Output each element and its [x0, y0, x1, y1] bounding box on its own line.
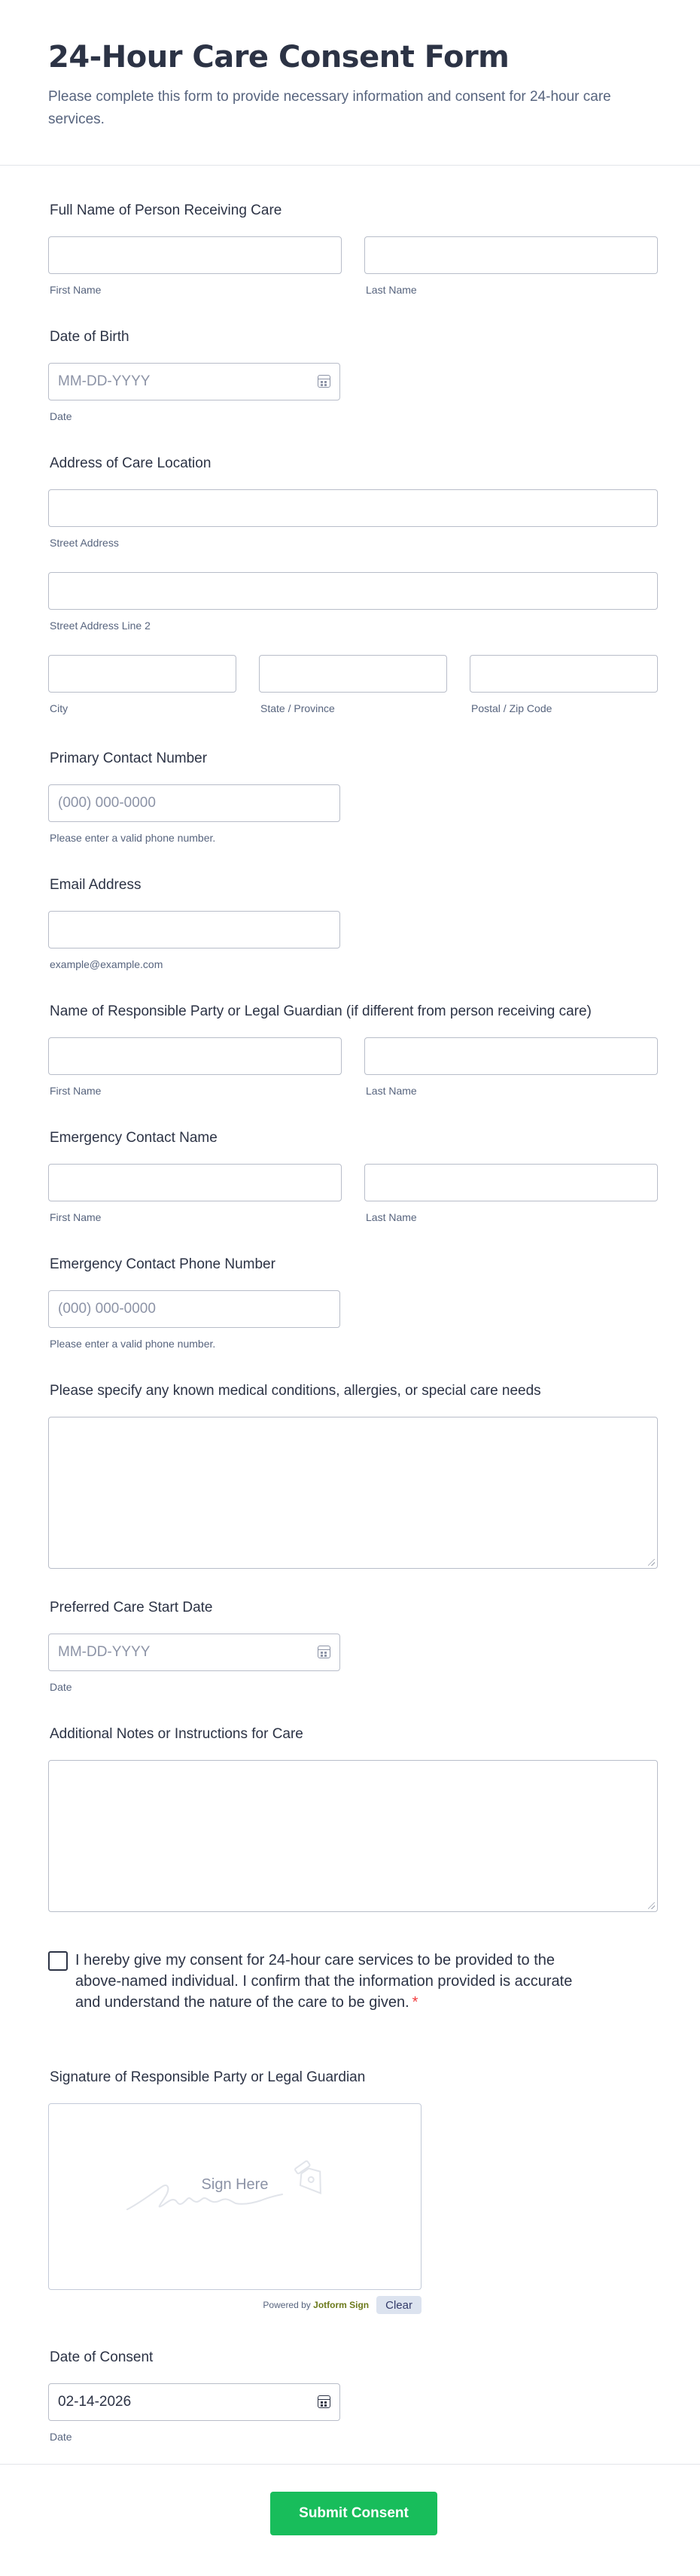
first-name-input[interactable] [48, 236, 342, 274]
email-label: Email Address [50, 877, 142, 893]
start-date-sublabel: Date [50, 1681, 72, 1693]
resize-grip-icon[interactable] [648, 1902, 655, 1909]
calendar-icon[interactable] [318, 2395, 330, 2408]
consent-text [75, 1950, 575, 2013]
address-field [48, 455, 658, 715]
street-address-line2-input[interactable] [48, 572, 658, 610]
emergency-phone-label: Emergency Contact Phone Number [50, 1256, 275, 1272]
dob-input[interactable] [48, 363, 340, 400]
consent-checkbox-field [48, 1950, 575, 2013]
primary-phone-input[interactable] [48, 784, 340, 822]
care-notes-field [48, 1725, 658, 1912]
required-asterisk: * [412, 1994, 418, 2011]
full-name-label: Full Name of Person Receiving Care [50, 202, 282, 218]
calendar-icon[interactable] [318, 1646, 330, 1658]
primary-phone-label: Primary Contact Number [50, 751, 208, 766]
emergency-name-field [48, 1129, 658, 1224]
street-address-sublabel: Street Address [50, 537, 119, 549]
guardian-name-label: Name of Responsible Party or Legal Guardian (if different from person receiving care) [50, 1003, 592, 1019]
emergency-last-name-input[interactable] [364, 1164, 658, 1201]
email-input[interactable] [48, 911, 340, 948]
dob-field [48, 328, 658, 423]
signature-placeholder: Sign Here [201, 2176, 269, 2193]
form-header [0, 0, 700, 166]
emergency-first-name-sublabel: First Name [50, 1211, 102, 1223]
guardian-last-name-input[interactable] [364, 1037, 658, 1075]
emergency-first-name-input[interactable] [48, 1164, 342, 1201]
signature-field [48, 2069, 658, 2314]
form-footer [0, 2464, 700, 2576]
medical-conditions-label: Please specify any known medical conditions, allergies, or special care needs [50, 1383, 541, 1399]
dob-sublabel: Date [50, 410, 72, 422]
guardian-first-name-input[interactable] [48, 1037, 342, 1075]
city-input[interactable] [48, 655, 236, 693]
dob-label: Date of Birth [50, 329, 129, 345]
primary-phone-sublabel: Please enter a valid phone number. [50, 832, 216, 844]
resize-grip-icon[interactable] [648, 1559, 655, 1566]
medical-conditions-textarea[interactable] [48, 1417, 658, 1569]
consent-statement: I hereby give my consent for 24-hour care services to be provided to the above-named individual. I confirm that the information provided is accurate and understand the nature of the care to be given. [75, 1952, 573, 2011]
street-address-input[interactable] [48, 489, 658, 527]
state-sublabel: State / Province [260, 702, 335, 714]
signature-pad[interactable] [48, 2103, 422, 2290]
clear-signature-button[interactable]: Clear [376, 2296, 422, 2314]
consent-date-field [48, 2349, 658, 2444]
emergency-last-name-sublabel: Last Name [366, 1211, 417, 1223]
consent-date-input[interactable] [48, 2383, 340, 2421]
dob-placeholder: MM-DD-YYYY [58, 373, 151, 389]
postal-code-sublabel: Postal / Zip Code [471, 702, 552, 714]
emergency-phone-placeholder: (000) 000-0000 [58, 1301, 156, 1317]
state-input[interactable] [259, 655, 447, 693]
street-address-line2-sublabel: Street Address Line 2 [50, 620, 151, 632]
emergency-phone-input[interactable] [48, 1290, 340, 1328]
start-date-field [48, 1599, 658, 1694]
powered-by [263, 2300, 369, 2310]
signature-label: Signature of Responsible Party or Legal Guardian [50, 2069, 366, 2085]
consent-date-sublabel: Date [50, 2431, 72, 2443]
signature-pen-icon [49, 2104, 422, 2291]
emergency-phone-sublabel: Please enter a valid phone number. [50, 1338, 216, 1350]
guardian-last-name-sublabel: Last Name [366, 1085, 417, 1097]
last-name-input[interactable] [364, 236, 658, 274]
email-field [48, 876, 658, 971]
email-sublabel: example@example.com [50, 958, 163, 970]
address-label: Address of Care Location [50, 455, 212, 471]
care-notes-textarea[interactable] [48, 1760, 658, 1912]
form-title: 24-Hour Care Consent Form [48, 40, 510, 75]
guardian-name-field [48, 1003, 658, 1098]
full-name-field [48, 202, 658, 297]
powered-prefix: Powered by [263, 2300, 311, 2310]
start-date-input[interactable] [48, 1634, 340, 1671]
primary-phone-placeholder: (000) 000-0000 [58, 795, 156, 811]
calendar-icon[interactable] [318, 375, 330, 388]
first-name-sublabel: First Name [50, 284, 102, 296]
primary-phone-field [48, 750, 658, 845]
postal-code-input[interactable] [470, 655, 658, 693]
consent-date-value: 02-14-2026 [58, 2394, 132, 2410]
start-date-label: Preferred Care Start Date [50, 1600, 213, 1615]
city-sublabel: City [50, 702, 68, 714]
start-date-placeholder: MM-DD-YYYY [58, 1644, 151, 1660]
care-notes-label: Additional Notes or Instructions for Care [50, 1726, 303, 1742]
consent-checkbox[interactable] [48, 1951, 68, 1971]
guardian-first-name-sublabel: First Name [50, 1085, 102, 1097]
consent-date-label: Date of Consent [50, 2349, 154, 2365]
submit-button[interactable]: Submit Consent [270, 2492, 437, 2535]
medical-conditions-field [48, 1382, 658, 1569]
jotform-sign-brand: Jotform Sign [313, 2300, 370, 2310]
last-name-sublabel: Last Name [366, 284, 417, 296]
form-subtitle: Please complete this form to provide necessary information and consent for 24-hour care services. [48, 89, 611, 127]
emergency-phone-field [48, 1256, 658, 1350]
emergency-name-label: Emergency Contact Name [50, 1130, 218, 1146]
